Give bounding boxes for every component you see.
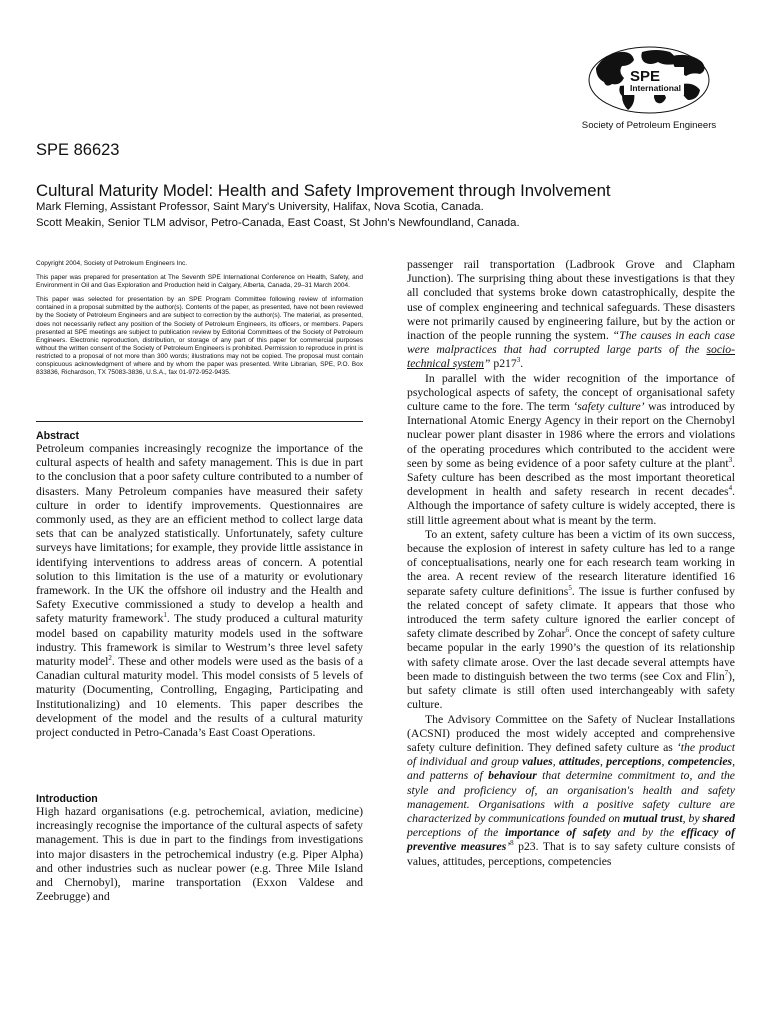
abstract-text: Petroleum companies increasingly recognize the importance of the cultural aspects of health and safety management. This is due in part to the conclusion that a poor safety culture contributed to a number of disasters. Many Petroleum companies have measured their safety culture in order to identify improvements. Questionnaires are commonly used, as they are an efficient method to collect large data sets that can be analyzed statistically. Unfortunately, safety culture surveys have limitations; for example, they provide little assistance in identifying interventions to address areas of concern. A potential solution to this limitation is the use of a maturity or evolutionary framework. In the UK the offshore oil industry and the Health and Safety Executive commissioned a study to develop a health and safety maturity framework$^1$. The study produced a cultural maturity model based on capability maturity models used in the software industry. This framework is similar to Westrum’s three level safety maturity model$^2$. These and other models were used as the basis of a Canadian cultural maturity model. This model consists of 5 levels of maturity (Documenting, Controlling, Engaging, Participating and Institutionalizing) and 10 elements. This paper describes the development of the model and the results of a cultural maturity project conducted in Petro-Canada’s East Coast Operations.	[36, 442, 364, 740]
abstract-section	[36, 430, 363, 740]
paper-title: Cultural Maturity Model: Health and Safety Improvement through Involvement	[36, 181, 611, 200]
abstract-heading: Abstract	[36, 430, 79, 442]
spe-logo	[560, 42, 738, 136]
introduction-text: High hazard organisations (e.g. petrochemical, aviation, medicine) increasingly recognise the importance of the cultural aspects of safety management. This is due in part to the findings from investigations into major disasters in the petrochemical industry (e.g. Piper Alpha) and other industries such as nuclear power (e.g. Three Mile Island and Chernobyl), marine transportation (Exxon Valdese and Zeebrugge) and	[36, 805, 363, 904]
front-matter-divider	[36, 421, 363, 422]
right-column	[407, 258, 735, 869]
introduction-heading: Introduction	[36, 793, 98, 805]
logo-sub: International	[630, 83, 682, 93]
introduction-section	[36, 793, 363, 904]
paragraph: In parallel with the wider recognition of the importance of psychological aspects of safety, the concept of organisational safety culture came to the fore. The term ‘safety culture’ was introduced by International Atomic Energy Agency in their report on the Chernobyl nuclear power plant disaster in 1986 where the errors and violations of the operating procedures which contributed to the accident were seen by some as being evidence of a poor safety culture at the plant$^3$. Safety culture has been described as the most important theoretical development in health and safety research in recent decades$^4$. Although the importance of safety culture is widely accepted, there is still little agreement about what is meant by the term.	[407, 371, 735, 527]
paragraph: To an extent, safety culture has been a victim of its own success, because the explosion of interest in safety culture has led to a range of conceptualisations, nearly one for each research team working in the area. A recent review of the research literature identified 16 separate safety culture definitions$^5$. The issue is further confused by the related concept of safety climate. It appears that those who introduced the term safety culture ignored the earlier concept of safety climate described by Zohar$^6$. Once the concept of safety culture became popular in the early 1990’s the question of its relationship with safety climate arose. Over the last decade several attempts have been made to distinguish between the two terms (see Cox and Flin$^7$), but safety climate is still often used interchangeably with safety culture.	[407, 527, 735, 712]
paragraph: The Advisory Committee on the Safety of Nuclear Installations (ACSNI) produced the most widely accepted and comprehensive safety culture definition. They defined safety culture as ‘the product of individual and group values, attitudes, perceptions, competencies, and patterns of behaviour that determine commitment to, and the style and proficiency of, an organisation's health and safety management. Organisations with a positive safety culture are characterized by communications founded on mutual trust, by shared perceptions of the importance of safety and by the efficacy of preventive measures’$^8$ p23. That is to say safety culture consists of values, attitudes, perceptions, competencies	[407, 712, 736, 868]
logo-caption: Society of Petroleum Engineers	[581, 120, 717, 131]
paragraph: passenger rail transportation (Ladbrook Grove and Clapham Junction). The surprising thing about these investigations is that they all concluded that systems broke down catastrophically, despite the use of complex engineering and technical safeguards. These disasters were not primarily caused by engineering failure, but by the action or inaction of the people running the system. “The causes in each case were malpractices that had corrupted large parts of the socio-technical system” $p217^3$.	[407, 258, 735, 371]
logo-brand: SPE	[630, 68, 661, 85]
presentation-notice: This paper was prepared for presentation at The Seventh SPE International Conference on Health, Safety, and Environment in Oil and Gas Exploration and Production held in Calgary, Alberta, Canada, 29–31 March 2004.	[36, 274, 363, 290]
paper-id: SPE 86623	[36, 141, 120, 159]
author-line: Mark Fleming, Assistant Professor, Saint Mary's University, Halifax, Nova Scotia, Canada.	[36, 201, 484, 213]
copyright-notice: Copyright 2004, Society of Petroleum Engineers Inc.	[36, 260, 188, 267]
front-matter	[36, 260, 363, 377]
author-line: Scott Meakin, Senior TLM advisor, Petro-Canada, East Coast, St John's Newfoundland, Canada.	[36, 217, 520, 229]
selection-notice: This paper was selected for presentation by an SPE Program Committee following review of information contained in a proposal submitted by the author(s). Contents of the paper, as presented, have not been reviewed by the Society of Petroleum Engineers and are subject to correction by the author(s). The material, as presented, does not necessarily reflect any position of the Society of Petroleum Engineers, its officers, or members. Papers presented at SPE meetings are subject to publication review by Editorial Committees of the Society of Petroleum Engineers. Electronic reproduction, distribution, or storage of any part of this paper for commercial purposes without the written consent of the Society of Petroleum Engineers is prohibited. Permission to reproduce in print is restricted to a proposal of not more than 300 words; illustrations may not be copied. The proposal must contain conspicuous acknowledgment of where and by whom the paper was presented. Write Librarian, SPE, P.O. Box 833836, Richardson, TX 75083-3836, U.S.A., fax 01-972-952-9435.	[36, 296, 363, 377]
